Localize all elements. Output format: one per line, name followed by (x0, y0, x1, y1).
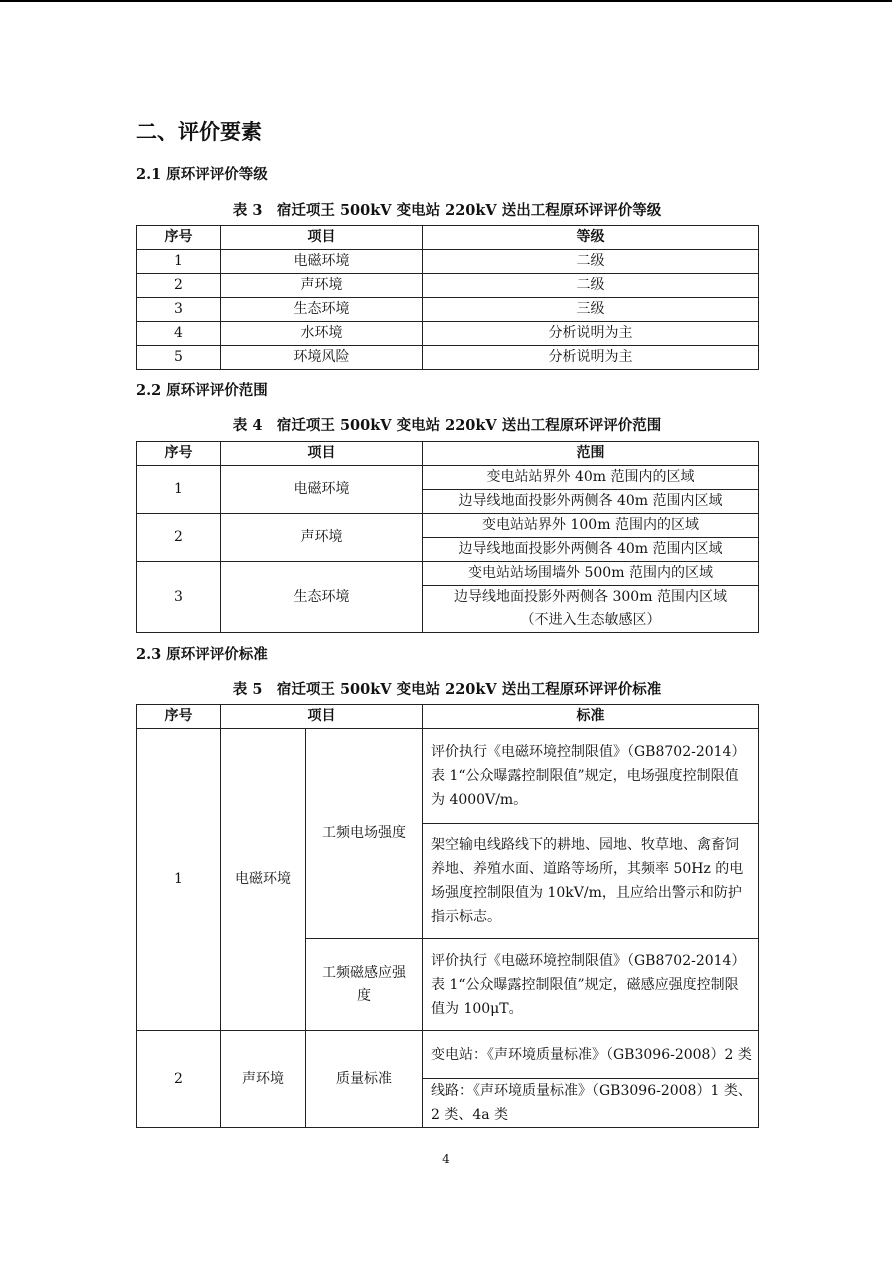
cell: 2 (137, 274, 221, 298)
cell: 3 (137, 298, 221, 322)
cell: 3 (137, 562, 221, 633)
cell: 变电站站界外 40m 范围内的区域 (423, 466, 759, 490)
header-cell: 序号 (137, 442, 221, 466)
cell: 1 (137, 729, 221, 1031)
table-row (137, 298, 759, 322)
cell: 三级 (423, 298, 759, 322)
heading-2-3: 2.3 原环评评价标准 (136, 646, 268, 663)
table-3 (136, 225, 759, 370)
cell: 二级 (423, 274, 759, 298)
cell: 评价执行《电磁环境控制限值》（GB8702-2014）表 1“公众曝露控制限值”规定，磁感应强度控制限值为 100μT。 (423, 939, 759, 1031)
table-4-caption: 表 4 宿迁项王 500kV 变电站 220kV 送出工程原环评评价范围 (232, 417, 662, 434)
cell: 二级 (423, 250, 759, 274)
table-4 (136, 441, 759, 633)
top-rule (0, 0, 892, 2)
cell: 4 (137, 322, 221, 346)
range-line: 边导线地面投影外两侧各 300m 范围内区域 (454, 589, 727, 605)
cell: 边导线地面投影外两侧各 40m 范围内区域 (423, 490, 759, 514)
cell: 1 (137, 250, 221, 274)
cell: 1 (137, 466, 221, 514)
header-cell: 项目 (221, 705, 423, 729)
cell: 架空输电线路线下的耕地、园地、牧草地、禽畜饲养地、养殖水面、道路等场所，其频率 50Hz 的电场强度控制限值为 10kV/m，且应给出警示和防护指示标志。 (423, 824, 759, 939)
table-row (137, 514, 759, 538)
heading-2-2: 2.2 原环评评价范围 (136, 382, 268, 399)
page-number: 4 (442, 1152, 450, 1166)
cell: 2 (137, 1031, 221, 1128)
header-cell: 序号 (137, 705, 221, 729)
cell: 生态环境 (221, 562, 423, 633)
cell: 电磁环境 (221, 466, 423, 514)
table-row (137, 466, 759, 490)
cell: 分析说明为主 (423, 322, 759, 346)
cell: 环境风险 (221, 346, 423, 370)
cell: 5 (137, 346, 221, 370)
header-cell: 等级 (423, 226, 759, 250)
cell (423, 586, 759, 633)
table-row (137, 562, 759, 586)
table-row (137, 346, 759, 370)
table-row (137, 250, 759, 274)
cell: 边导线地面投影外两侧各 40m 范围内区域 (423, 538, 759, 562)
cell: 2 (137, 514, 221, 562)
table-header-row (137, 226, 759, 250)
header-cell: 范围 (423, 442, 759, 466)
cell: 线路：《声环境质量标准》（GB3096-2008）1 类、2 类、4a 类 (423, 1079, 759, 1128)
cell: 变电站：《声环境质量标准》（GB3096-2008）2 类 (423, 1031, 759, 1079)
cell: 声环境 (221, 514, 423, 562)
cell: 变电站站界外 100m 范围内的区域 (423, 514, 759, 538)
cell: 电磁环境 (221, 250, 423, 274)
cell: 工频磁感应强度 (306, 939, 423, 1031)
cell: 声环境 (221, 1031, 306, 1128)
cell: 电磁环境 (221, 729, 306, 1031)
section-title: 二、评价要素 (136, 120, 262, 144)
header-cell: 项目 (221, 442, 423, 466)
table-5 (136, 704, 759, 1128)
cell: 质量标准 (306, 1031, 423, 1128)
cell: 变电站站场围墙外 500m 范围内的区域 (423, 562, 759, 586)
header-cell: 序号 (137, 226, 221, 250)
table-row (137, 1031, 759, 1079)
table-row (137, 729, 759, 824)
table-header-row (137, 442, 759, 466)
cell: 工频电场强度 (306, 729, 423, 939)
heading-2-1: 2.1 原环评评价等级 (136, 166, 268, 183)
cell: 评价执行《电磁环境控制限值》（GB8702-2014）表 1“公众曝露控制限值”规定，电场强度控制限值为 4000V/m。 (423, 729, 759, 824)
table-5-caption: 表 5 宿迁项王 500kV 变电站 220kV 送出工程原环评评价标准 (232, 681, 662, 698)
header-cell: 项目 (221, 226, 423, 250)
table-row (137, 274, 759, 298)
table-3-caption: 表 3 宿迁项王 500kV 变电站 220kV 送出工程原环评评价等级 (232, 202, 662, 219)
range-note: （不进入生态敏感区） (520, 612, 661, 628)
cell: 生态环境 (221, 298, 423, 322)
table-row (137, 322, 759, 346)
cell: 声环境 (221, 274, 423, 298)
header-cell: 标准 (423, 705, 759, 729)
cell: 水环境 (221, 322, 423, 346)
cell: 分析说明为主 (423, 346, 759, 370)
table-header-row (137, 705, 759, 729)
